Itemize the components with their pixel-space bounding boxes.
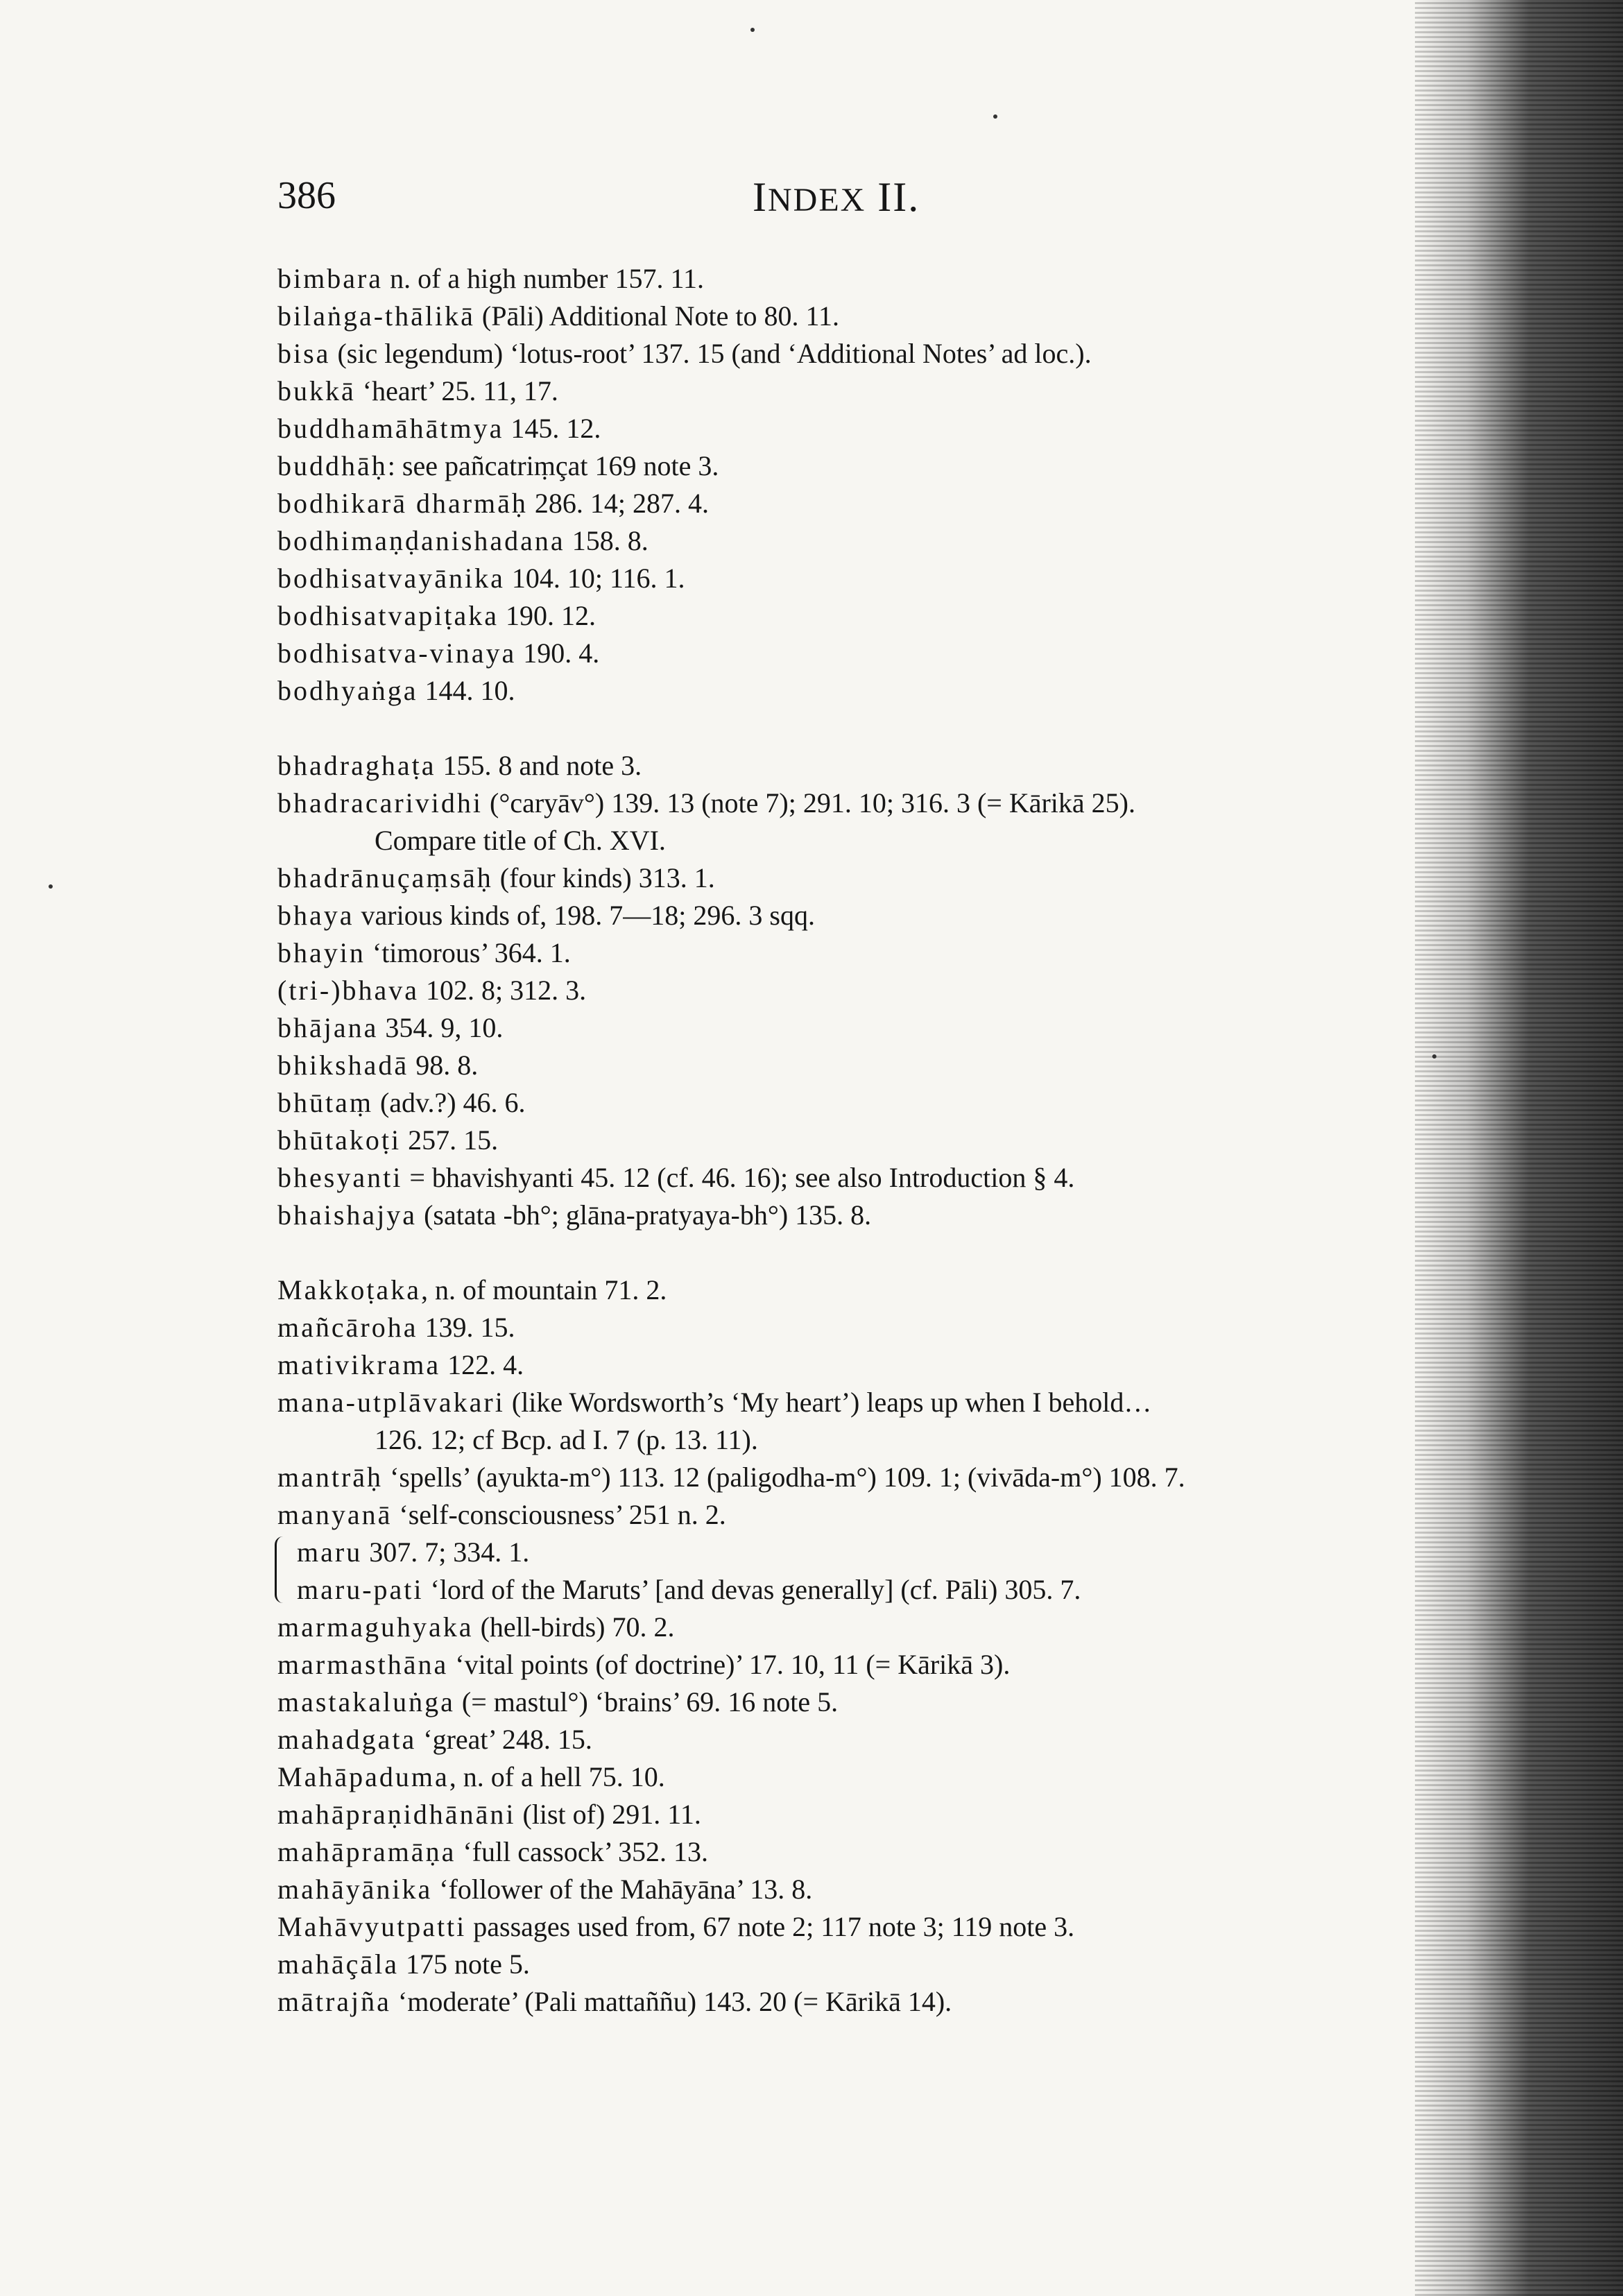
index-entry: [277, 522, 1457, 560]
entry-references: 126. 12; cf Bcp. ad I. 7 (p. 13. 11).: [375, 1424, 758, 1455]
entry-references: ‘follower of the Mahāyāna’ 13. 8.: [432, 1874, 813, 1905]
title-smallcaps: NDEX: [767, 182, 866, 219]
index-entry: [277, 1871, 1457, 1908]
entry-headword: maru: [297, 1536, 363, 1568]
index-entry: [277, 1459, 1457, 1496]
entry-references: (hell-birds) 70. 2.: [473, 1611, 675, 1643]
entry-headword: marmaguhyaka: [277, 1611, 474, 1643]
index-entry: [277, 747, 1457, 785]
index-entry: [277, 447, 1457, 485]
entry-references: 190. 4.: [516, 637, 600, 669]
index-entry: [277, 859, 1457, 897]
entry-headword: Mahāvyutpatti: [277, 1911, 467, 1942]
entry-references: 286. 14; 287. 4.: [527, 488, 710, 519]
index-entry: [277, 1159, 1457, 1197]
entry-references: 354. 9, 10.: [378, 1012, 504, 1043]
entry-headword: bhikshadā: [277, 1050, 409, 1081]
entry-headword: mahāpramāṇa: [277, 1836, 456, 1867]
entry-headword: maru-pati: [297, 1574, 424, 1605]
index-entry: [277, 672, 1457, 710]
entry-headword: bodhisatvayānika: [277, 563, 505, 594]
brace-group: [277, 1534, 1457, 1609]
index-entry: [277, 897, 1457, 934]
entry-references: 190. 12.: [499, 600, 596, 631]
index-entry: [277, 597, 1457, 635]
index-entry: [277, 372, 1457, 410]
entry-references: (four kinds) 313. 1.: [492, 862, 715, 893]
index-entry: [277, 1084, 1457, 1122]
entry-headword: mativikrama: [277, 1349, 441, 1380]
index-entry-continuation: [277, 1421, 1457, 1459]
entry-references: , n. of a hell 75. 10.: [449, 1761, 665, 1792]
entry-headword: mahadgata: [277, 1724, 417, 1755]
index-entry: [277, 1796, 1457, 1833]
entry-headword: bhūtakoṭi: [277, 1124, 402, 1156]
entry-references: passages used from, 67 note 2; 117 note 3; 119 note 3.: [466, 1911, 1075, 1942]
entry-references: : see pañcatriṃçat 169 note 3.: [387, 450, 719, 481]
index-entry-continuation: [277, 822, 1457, 859]
entry-references: ‘timorous’ 364. 1.: [365, 937, 571, 968]
entry-references: (list of) 291. 11.: [515, 1799, 701, 1830]
entry-headword: bisa: [277, 338, 331, 369]
entry-headword: mastakaluṅga: [277, 1686, 455, 1717]
entry-references: ‘moderate’ (Pali mattaññu) 143. 20 (= Kārikā 14).: [390, 1986, 952, 2017]
index-entry: [277, 1384, 1457, 1421]
entry-headword: mantrāḥ: [277, 1462, 384, 1493]
entry-headword: bhaishajya: [277, 1199, 418, 1231]
page-header: [277, 173, 1422, 222]
index-entry: [277, 1571, 1457, 1609]
index-entry: [277, 1496, 1457, 1534]
page-number: 386: [277, 174, 336, 217]
entry-references: 155. 8 and note 3.: [436, 750, 642, 781]
index-entry: [277, 972, 1457, 1009]
entry-references: 307. 7; 334. 1.: [362, 1536, 530, 1568]
entry-references: 139. 15.: [418, 1312, 515, 1343]
entry-headword: mana-utplāvakari: [277, 1387, 505, 1418]
index-entry: [277, 1758, 1457, 1796]
entry-headword: bhadrānuçaṃsāḥ: [277, 862, 493, 893]
running-title: [753, 173, 920, 221]
entry-headword: buddhāḥ: [277, 450, 388, 481]
entry-headword: Makkoṭaka: [277, 1274, 421, 1305]
scan-speck: [993, 114, 997, 119]
entry-headword: marmasthāna: [277, 1649, 449, 1680]
index-entry: [277, 785, 1457, 822]
entry-headword: bodhyaṅga: [277, 675, 418, 706]
entry-headword: bhayin: [277, 937, 366, 968]
index-entry: [277, 298, 1457, 335]
entry-headword: bhājana: [277, 1012, 379, 1043]
entry-headword: buddhamāhātmya: [277, 413, 504, 444]
entry-references: 144. 10.: [418, 675, 515, 706]
index-entry: [277, 1908, 1457, 1946]
section-gap: [277, 710, 1457, 747]
entry-references: ‘spells’ (ayukta-m°) 113. 12 (paligodha-m°) 109. 1; (vivāda-m°) 108. 7.: [383, 1462, 1185, 1493]
entry-headword: mātrajña: [277, 1986, 391, 2017]
entry-references: ‘vital points (of doctrine)’ 17. 10, 11 (= Kārikā 3).: [448, 1649, 1011, 1680]
index-entry: [277, 1534, 1457, 1571]
entry-headword: bhūtaṃ: [277, 1087, 373, 1118]
index-entry: [277, 934, 1457, 972]
entry-headword: mañcāroha: [277, 1312, 418, 1343]
entry-references: various kinds of, 198. 7—18; 296. 3 sqq.: [354, 900, 815, 931]
entry-references: 102. 8; 312. 3.: [419, 975, 587, 1006]
index-entry: [277, 1346, 1457, 1384]
entry-headword: bilaṅga-thālikā: [277, 300, 475, 332]
entry-headword: manyanā: [277, 1499, 393, 1530]
entry-references: 145. 12.: [504, 413, 601, 444]
entry-headword: bukkā: [277, 375, 356, 406]
entry-headword: bhadraghaṭa: [277, 750, 436, 781]
index-entry: [277, 260, 1457, 298]
entry-references: (satata -bh°; glāna-pratyaya-bh°) 135. 8.: [417, 1199, 872, 1231]
index-entry: [277, 1833, 1457, 1871]
entry-headword: bhesyanti: [277, 1162, 403, 1193]
index-entry: [277, 1646, 1457, 1684]
curly-brace: [275, 1536, 289, 1603]
scan-speck: [750, 28, 755, 32]
index-entry: [277, 485, 1457, 522]
entry-references: 122. 4.: [440, 1349, 524, 1380]
index-entry: [277, 1684, 1457, 1721]
scan-speck: [1432, 1054, 1436, 1059]
index-entry: [277, 560, 1457, 597]
entry-headword: bodhikarā dharmāḥ: [277, 488, 528, 519]
title-rest: II.: [866, 174, 920, 220]
index-entry: [277, 1721, 1457, 1758]
entry-headword: bhadracarividhi: [277, 787, 483, 819]
entry-references: 98. 8.: [409, 1050, 479, 1081]
entry-headword: mahāpraṇidhānāni: [277, 1799, 516, 1830]
index-entry: [277, 1983, 1457, 2021]
entry-references: ‘great’ 248. 15.: [416, 1724, 592, 1755]
entry-references: , n. of mountain 71. 2.: [420, 1274, 667, 1305]
index-entry: [277, 1197, 1457, 1234]
index-entry: [277, 335, 1457, 372]
entry-headword: (tri-)bhava: [277, 975, 420, 1006]
entry-references: Compare title of Ch. XVI.: [375, 825, 666, 856]
index-entry: [277, 1609, 1457, 1646]
entry-references: (sic legendum) ‘lotus-root’ 137. 15 (and ‘Additional Notes’ ad loc.).: [330, 338, 1092, 369]
entry-headword: bodhisatvapiṭaka: [277, 600, 499, 631]
section-gap: [277, 1234, 1457, 1271]
entry-headword: bodhisatva-vinaya: [277, 637, 517, 669]
index-entry: [277, 1271, 1457, 1309]
entry-references: (°caryāv°) 139. 13 (note 7); 291. 10; 316. 3 (= Kārikā 25).: [483, 787, 1135, 819]
entry-headword: Mahāpaduma: [277, 1761, 449, 1792]
title-initial: I: [753, 174, 768, 220]
index-entry: [277, 1946, 1457, 1983]
index-entries: [277, 260, 1457, 2021]
scan-speck: [49, 884, 53, 889]
index-entry: [277, 1047, 1457, 1084]
entry-headword: bhaya: [277, 900, 354, 931]
entry-references: n. of a high number 157. 11.: [383, 263, 704, 294]
entry-references: (adv.?) 46. 6.: [372, 1087, 526, 1118]
entry-headword: mahāçāla: [277, 1948, 399, 1980]
entry-references: 175 note 5.: [399, 1948, 530, 1980]
entry-references: 257. 15.: [401, 1124, 499, 1156]
entry-headword: bodhimaṇḍanishadana: [277, 525, 565, 556]
entry-references: 158. 8.: [565, 525, 649, 556]
index-entry: [277, 1122, 1457, 1159]
entry-references: ‘lord of the Maruts’ [and devas generally] (cf. Pāli) 305. 7.: [423, 1574, 1081, 1605]
entry-references: ‘full cassock’ 352. 13.: [456, 1836, 708, 1867]
entry-headword: mahāyānika: [277, 1874, 433, 1905]
entry-references: 104. 10; 116. 1.: [504, 563, 685, 594]
entry-references: (Pāli) Additional Note to 80. 11.: [474, 300, 840, 332]
entry-headword: bimbara: [277, 263, 384, 294]
entry-references: ‘self-consciousness’ 251 n. 2.: [392, 1499, 726, 1530]
entry-references: (= mastul°) ‘brains’ 69. 16 note 5.: [454, 1686, 839, 1717]
entry-references: (like Wordsworth’s ‘My heart’) leaps up when I behold…: [504, 1387, 1152, 1418]
index-entry: [277, 410, 1457, 447]
entry-references: ‘heart’ 25. 11, 17.: [355, 375, 558, 406]
index-entry: [277, 1309, 1457, 1346]
entry-references: = bhavishyanti 45. 12 (cf. 46. 16); see also Introduction § 4.: [402, 1162, 1075, 1193]
index-entry: [277, 1009, 1457, 1047]
index-entry: [277, 635, 1457, 672]
